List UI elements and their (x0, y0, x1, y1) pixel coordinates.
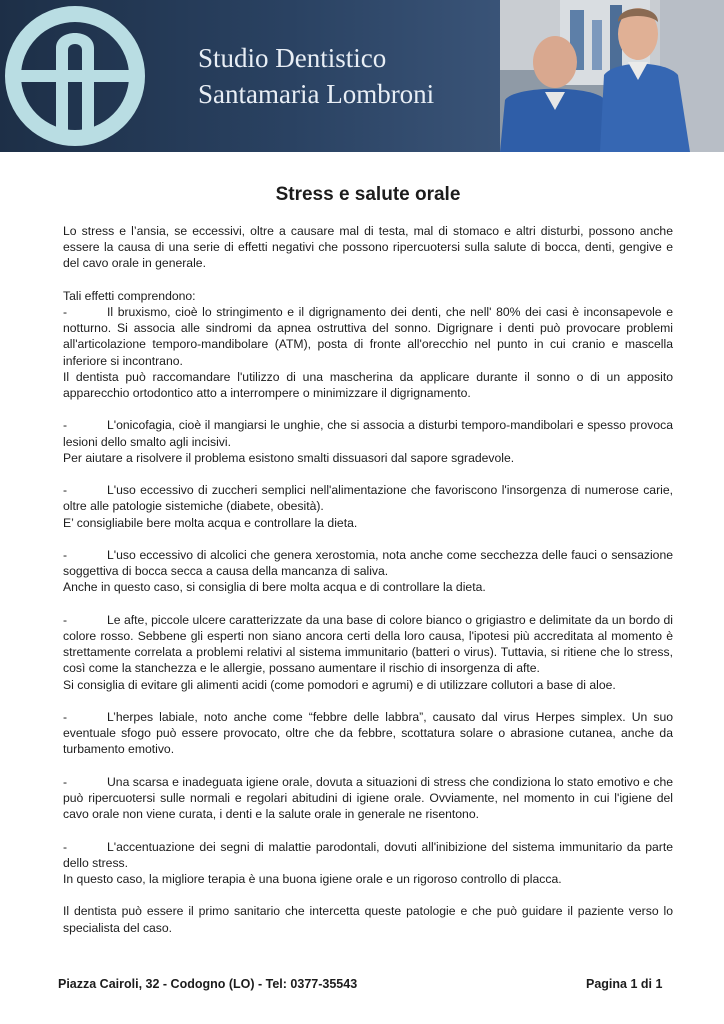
paragraph (63, 450, 673, 466)
paragraph (63, 288, 673, 304)
paragraph-text: L'uso eccessivo di alcolici che genera xerostomia, nota anche come secchezza delle fauci o sensazione soggettiva di bocca secca a causa della mancanza di saliva. (63, 548, 673, 579)
bullet-dash: - (63, 418, 68, 433)
paragraph-text: In questo caso, la migliore terapia è una buona igiene orale e un rigoroso controllo di placca. (63, 872, 562, 886)
footer-address: Piazza Cairoli, 32 - Codogno (LO) - Tel: 0377-35543 (58, 977, 358, 991)
studio-name-line2: Santamaria Lombroni (198, 79, 435, 109)
paragraph-text: Per aiutare a risolvere il problema esistono smalti dissuasori dal sapore sgradevole. (63, 450, 515, 465)
studio-logo-icon (0, 0, 150, 152)
paragraph-gap (63, 693, 673, 709)
bullet-paragraph (63, 774, 673, 823)
paragraph-gap (63, 531, 673, 547)
dentists-photo (500, 0, 724, 152)
paragraph-gap (63, 596, 673, 612)
paragraph (63, 903, 673, 935)
bullet-paragraph (63, 304, 673, 369)
paragraph (63, 871, 673, 887)
paragraph-text: Una scarsa e inadeguata igiene orale, dovuta a situazioni di stress che condiziona lo stato emotivo e che può ripercuotersi sulle normali e regolari abitudini di igiene orale. Ovviamente, nel momento in cui l'igiene del cavo orale non viene curata, i denti e la salute orale in generale ne risentono. (63, 774, 673, 822)
paragraph-text: Tali effetti comprendono: (63, 288, 196, 303)
bullet-paragraph (63, 839, 673, 871)
paragraph-gap (63, 272, 673, 288)
bullet-paragraph (63, 612, 673, 677)
bullet-dash: - (63, 305, 68, 319)
bullet-paragraph (63, 417, 673, 449)
paragraph-text: Il bruxismo, cioè lo stringimento e il digrignamento dei denti, che nell' 80% dei casi è inconsapevole e notturno. Si associa alle sindromi da apnea ostruttiva del sonno. Digrignare i denti può provocare problemi all'articolazione temporo-mandibolare (ATM), posta di fronte all'orecchio nel punto in cui cranio e mascella inferiore si incontrano. (63, 305, 673, 368)
bullet-dash: - (63, 548, 68, 562)
bullet-dash: - (63, 774, 68, 789)
studio-name (198, 40, 434, 112)
document-body (63, 223, 673, 936)
paragraph-text: Si consiglia di evitare gli alimenti acidi (come pomodori e agrumi) e di utilizzare collutori a base di aloe. (63, 677, 616, 692)
paragraph (63, 369, 673, 401)
footer-page-number: Pagina 1 di 1 (586, 977, 663, 991)
document-title: Stress e salute orale (275, 184, 461, 205)
bullet-dash: - (63, 612, 68, 627)
paragraph (63, 515, 673, 531)
paragraph-text: Il dentista può essere il primo sanitario che intercetta queste patologie e che può guidare il paziente verso lo specialista del caso. (63, 904, 673, 935)
bullet-dash: - (63, 839, 68, 854)
bullet-paragraph (63, 482, 673, 514)
page-header (0, 0, 724, 152)
bullet-dash: - (63, 710, 68, 724)
paragraph-text: Anche in questo caso, si consiglia di bere molta acqua e di controllare la dieta. (63, 580, 486, 595)
paragraph-text: Le afte, piccole ulcere caratterizzate da una base di colore bianco o grigiastro e delimitate da un bordo di colore rosso. Sebbene gli esperti non siano ancora certi della loro causa, l'ipotesi più accreditata al momento è strettamente correlata a problemi relativi al sistema immunitario (batteri o virus). Tuttavia, si ritiene che lo stress, così come la stanchezza e le allergie, possano aumentare il rischio di insorgenza di afte. (63, 612, 673, 676)
paragraph (63, 677, 673, 693)
paragraph-text: E’ consigliabile bere molta acqua e controllare la dieta. (63, 515, 358, 530)
paragraph-gap (63, 758, 673, 774)
paragraph (63, 223, 673, 272)
bullet-paragraph (63, 547, 673, 579)
paragraph-text: Lo stress e l’ansia, se eccessivi, oltre a causare mal di testa, mal di stomaco e altri disturbi, possono anche essere la causa di una serie di effetti negativi che possono ripercuotersi sulla salute di bocca, denti, gengive e del cavo orale in generale. (63, 224, 673, 271)
bullet-paragraph (63, 709, 673, 758)
paragraph-text: L’herpes labiale, noto anche come “febbre delle labbra”, causato dal virus Herpes simplex. Un suo eventuale sfogo può essere provocato, oltre che da febbre, scottatura solare o abrasione cutanea, anche da turbamento emotivo. (63, 710, 673, 757)
paragraph-gap (63, 466, 673, 482)
studio-name-line1: Studio Dentistico (198, 43, 387, 73)
bullet-dash: - (63, 483, 68, 498)
paragraph-text: L'uso eccessivo di zuccheri semplici nell'alimentazione che favoriscono l'insorgenza di numerose carie, oltre alle patologie sistemiche (diabete, obesità). (63, 483, 673, 514)
paragraph (63, 579, 673, 595)
paragraph-text: L'accentuazione dei segni di malattie parodontali, dovuti all'inibizione del sistema immunitario da parte dello stress. (63, 839, 673, 870)
paragraph-gap (63, 401, 673, 417)
paragraph-gap (63, 822, 673, 838)
paragraph-text: Il dentista può raccomandare l'utilizzo di una mascherina da applicare durante il sonno o di un apposito apparecchio ortodontico atto a interrompere o minimizzare il digrignamento. (63, 369, 673, 401)
paragraph-gap (63, 887, 673, 903)
paragraph-text: L'onicofagia, cioè il mangiarsi le unghie, che si associa a disturbi temporo-mandibolari e spesso provoca lesioni dello smalto agli incisivi. (63, 418, 673, 449)
